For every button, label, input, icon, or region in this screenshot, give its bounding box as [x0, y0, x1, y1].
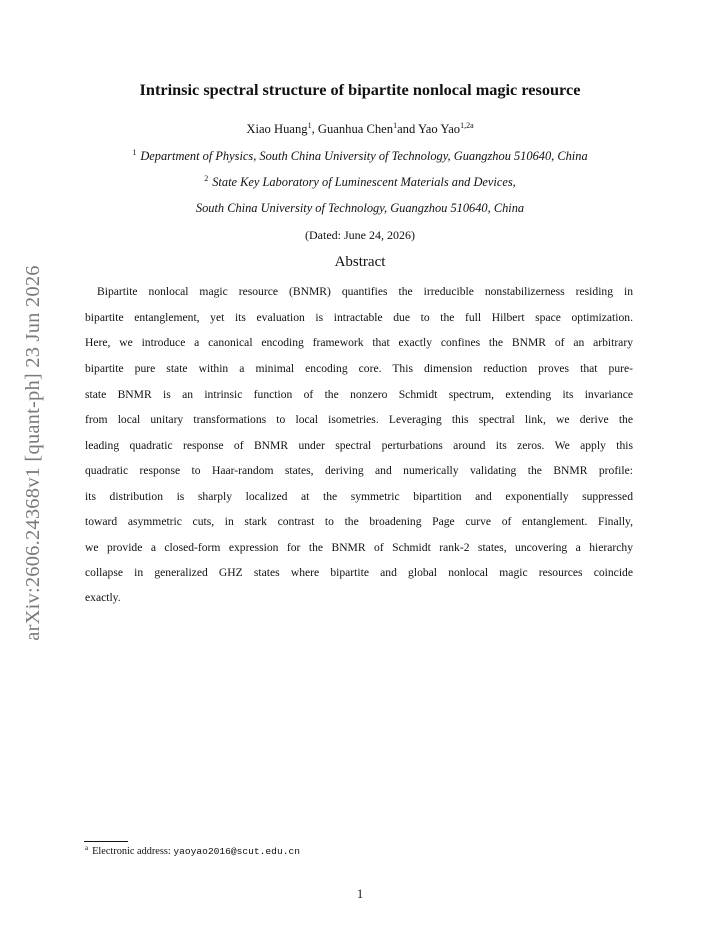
author-list: Xiao Huang$^1$, Guanhua Chen$^1$and Yao Yao$^{1,2a}$ [246, 121, 474, 136]
abstract-line: we provide a closed-form expression for the BNMR of Schmidt rank-2 states, uncovering a hierarchy [85, 541, 633, 554]
abstract-heading: Abstract [334, 254, 386, 270]
abstract-line: Bipartite nonlocal magic resource (BNMR) quantifies the irreducible nonstabilizerness residing in [97, 285, 633, 298]
abstract-line: quadratic response to Haar-random states, deriving and numerically validating the BNMR profile: [85, 464, 633, 477]
page-number: 1 [356, 887, 364, 901]
footnote-divider [84, 841, 128, 842]
abstract-line: its distribution is sharply localized at the symmetric bipartition and exponentially suppressed [85, 490, 633, 503]
abstract-line: collapse in generalized GHZ states where bipartite and global nonlocal magic resources coincide [85, 566, 633, 579]
affiliation-2-continued: South China University of Technology, Guangzhou 510640, China [195, 201, 525, 215]
abstract-line: bipartite pure state within a minimal encoding core. This dimension reduction proves that pure- [85, 362, 633, 375]
author-affiliation-mark: 1 [393, 121, 398, 130]
abstract-line: Here, we introduce a canonical encoding framework that exactly confines the BNMR of an arbitrary [85, 336, 633, 349]
author-name: Yao Yao [417, 122, 461, 136]
abstract-line: state BNMR is an intrinsic function of the nonzero Schmidt spectrum, extending its invariance [85, 388, 633, 401]
abstract-line: bipartite entanglement, yet its evaluation is intractable due to the full Hilbert space optimization. [85, 311, 633, 324]
author-affiliation-mark: 1 [307, 121, 312, 130]
footnote: $^a$ Electronic address: yaoyao2016@scut.edu.cn [85, 844, 300, 857]
abstract-line: exactly. [85, 591, 121, 604]
paper-title: Intrinsic spectral structure of bipartite nonlocal magic resource [139, 80, 581, 99]
arxiv-identifier-stamp: arXiv:2606.24368v1 [quant-ph] 23 Jun 2026 [22, 265, 44, 641]
date-line: (Dated: June 24, 2026) [305, 228, 415, 242]
abstract-line: toward asymmetric cuts, in stark contrast to the broadening Page curve of entanglement. Finally, [85, 515, 633, 528]
author-affiliation-mark: 1,2a [460, 121, 474, 130]
author-name: Xiao Huang [246, 122, 308, 136]
affiliation-1: $^1$ Department of Physics, South China University of Technology, Guangzhou 510640, China [132, 148, 588, 163]
email-address: yaoyao2016@scut.edu.cn [173, 846, 300, 857]
abstract-line: leading quadratic response of BNMR under spectral perturbations around its zeros. We apply this [85, 439, 633, 452]
affiliation-2: $^2$ State Key Laboratory of Luminescent Materials and Devices, [204, 174, 516, 189]
author-name: Guanhua Chen [317, 122, 394, 136]
abstract-line: from local unitary transformations to local isometries. Leveraging this spectral link, we derive the [85, 413, 633, 426]
